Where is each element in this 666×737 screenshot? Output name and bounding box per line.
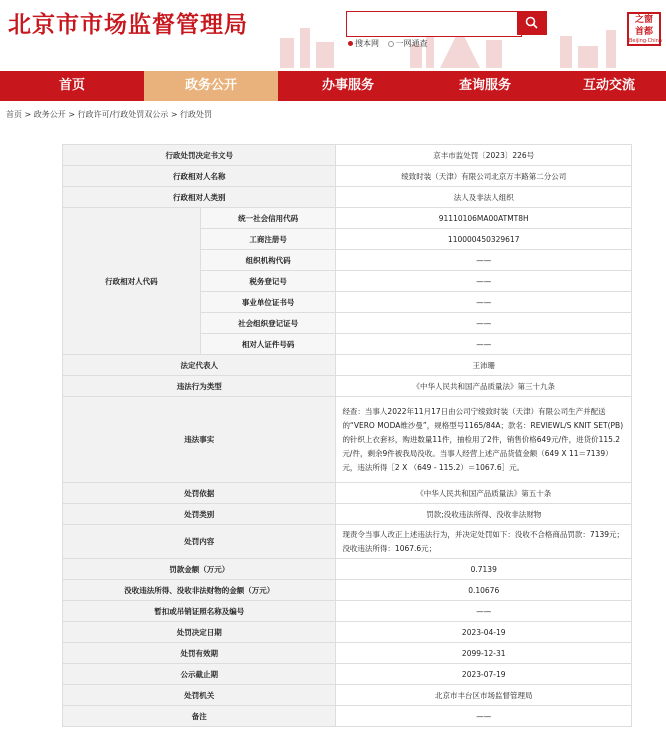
publish-end-value: 2023-07-19 [336, 664, 632, 685]
remark-value: —— [336, 706, 632, 727]
party-type-label: 行政相对人类别 [63, 187, 336, 208]
table-row [63, 601, 632, 622]
remark-label: 备注 [63, 706, 336, 727]
decision-date-value: 2023-04-19 [336, 622, 632, 643]
table-row [63, 483, 632, 504]
fine-value: 0.7139 [336, 559, 632, 580]
nav-query[interactable]: 查询服务 [458, 78, 511, 93]
tax-no-value: —— [336, 271, 632, 292]
main-nav [0, 71, 666, 101]
table-row [63, 166, 632, 187]
org-code-value: —— [336, 250, 632, 271]
search-input[interactable] [346, 11, 522, 37]
suspend-label: 暂扣或吊销证照名称及编号 [63, 601, 336, 622]
search-scope [348, 38, 434, 49]
org-code-label: 组织机构代码 [200, 250, 336, 271]
category-label: 处罚类别 [63, 504, 336, 525]
valid-until-value: 2099-12-31 [336, 643, 632, 664]
publish-end-label: 公示截止期 [63, 664, 336, 685]
party-code-label: 行政相对人代码 [63, 208, 201, 355]
site-header [0, 0, 666, 70]
confiscation-value: 0.10676 [336, 580, 632, 601]
social-org-label: 社会组织登记证号 [200, 313, 336, 334]
suspend-value: —— [336, 601, 632, 622]
table-row [63, 208, 632, 229]
table-row [63, 376, 632, 397]
nav-home[interactable]: 首页 [58, 78, 85, 93]
search-icon [525, 16, 538, 29]
reg-no-label: 工商注册号 [200, 229, 336, 250]
fine-label: 罚款金额（万元） [63, 559, 336, 580]
basis-value: 《中华人民共和国产品质量法》第五十条 [336, 483, 632, 504]
confiscation-label: 没收违法所得、没收非法财物的金额（万元） [63, 580, 336, 601]
table-row [63, 643, 632, 664]
social-org-value: —— [336, 313, 632, 334]
id-no-label: 相对人证件号码 [200, 334, 336, 355]
table-row [63, 397, 632, 483]
legal-rep-label: 法定代表人 [63, 355, 336, 376]
party-type-value: 法人及非法人组织 [336, 187, 632, 208]
valid-until-label: 处罚有效期 [63, 643, 336, 664]
nav-services[interactable]: 办事服务 [321, 78, 374, 93]
content-label: 处罚内容 [63, 525, 336, 559]
table-row [63, 355, 632, 376]
reg-no-value: 110000450329617 [336, 229, 632, 250]
decision-date-label: 处罚决定日期 [63, 622, 336, 643]
table-row [63, 622, 632, 643]
authority-label: 处罚机关 [63, 685, 336, 706]
institution-cert-value: —— [336, 292, 632, 313]
nav-gov-affairs[interactable]: 政务公开 [144, 71, 278, 101]
institution-cert-label: 事业单位证书号 [200, 292, 336, 313]
table-row [63, 525, 632, 559]
radio-all-network[interactable]: 一网通查 [388, 38, 428, 49]
table-row [63, 664, 632, 685]
basis-label: 处罚依据 [63, 483, 336, 504]
violation-type-label: 违法行为类型 [63, 376, 336, 397]
facts-value: 经查：当事人2022年11月17日由公司宁绫致时装（天津）有限公司生产并配送的“VERO MODA维沙曼”，规格型号1165/84A；款名：REVIEWL/S KNIT SET(PB)的针织上衣套衫，购进数量11件，抽检用了2件，销售价格649元/件，进货价115.2元/件，剩余9件被我局没收。当事人经营上述产品货值金额（649 X 11＝7139）元，违法所得［2 X （649 - 115.2）＝1067.6］元。 [336, 397, 632, 483]
radio-checked-icon [348, 41, 353, 46]
penalty-info-table [62, 144, 632, 727]
table-row [63, 580, 632, 601]
table-row [63, 504, 632, 525]
doc-no-value: 京丰市监处罚〔2023〕226号 [336, 145, 632, 166]
table-row [63, 145, 632, 166]
table-row [63, 706, 632, 727]
credit-code-value: 91110106MA00ATMT8H [336, 208, 632, 229]
capital-window-logo[interactable]: 之窗 首都 Beijing·China [627, 12, 661, 46]
site-title[interactable]: 北京市市场监督管理局 [8, 12, 248, 38]
radio-unchecked-icon [388, 41, 394, 47]
breadcrumb[interactable]: 首页 > 政务公开 > 行政许可/行政处罚双公示 > 行政处罚 [6, 110, 213, 119]
content-value: 现责令当事人改正上述违法行为，并决定处罚如下：没收不合格商品罚款：7139元；没收违法所得：1067.6元； [336, 525, 632, 559]
table-row [63, 187, 632, 208]
table-row [63, 559, 632, 580]
id-no-value: —— [336, 334, 632, 355]
radio-this-site[interactable]: 搜本网 [348, 38, 379, 49]
violation-type-value: 《中华人民共和国产品质量法》第三十九条 [336, 376, 632, 397]
authority-value: 北京市丰台区市场监督管理局 [336, 685, 632, 706]
tax-no-label: 税务登记号 [200, 271, 336, 292]
nav-interaction[interactable]: 互动交流 [582, 78, 635, 93]
party-name-label: 行政相对人名称 [63, 166, 336, 187]
doc-no-label: 行政处罚决定书文号 [63, 145, 336, 166]
table-row [63, 685, 632, 706]
credit-code-label: 统一社会信用代码 [200, 208, 336, 229]
search-button[interactable] [517, 11, 547, 35]
category-value: 罚款;没收违法所得、没收非法财物 [336, 504, 632, 525]
facts-label: 违法事实 [63, 397, 336, 483]
legal-rep-value: 王沛珊 [336, 355, 632, 376]
party-name-value: 绫致时装（天津）有限公司北京万丰路第二分公司 [336, 166, 632, 187]
